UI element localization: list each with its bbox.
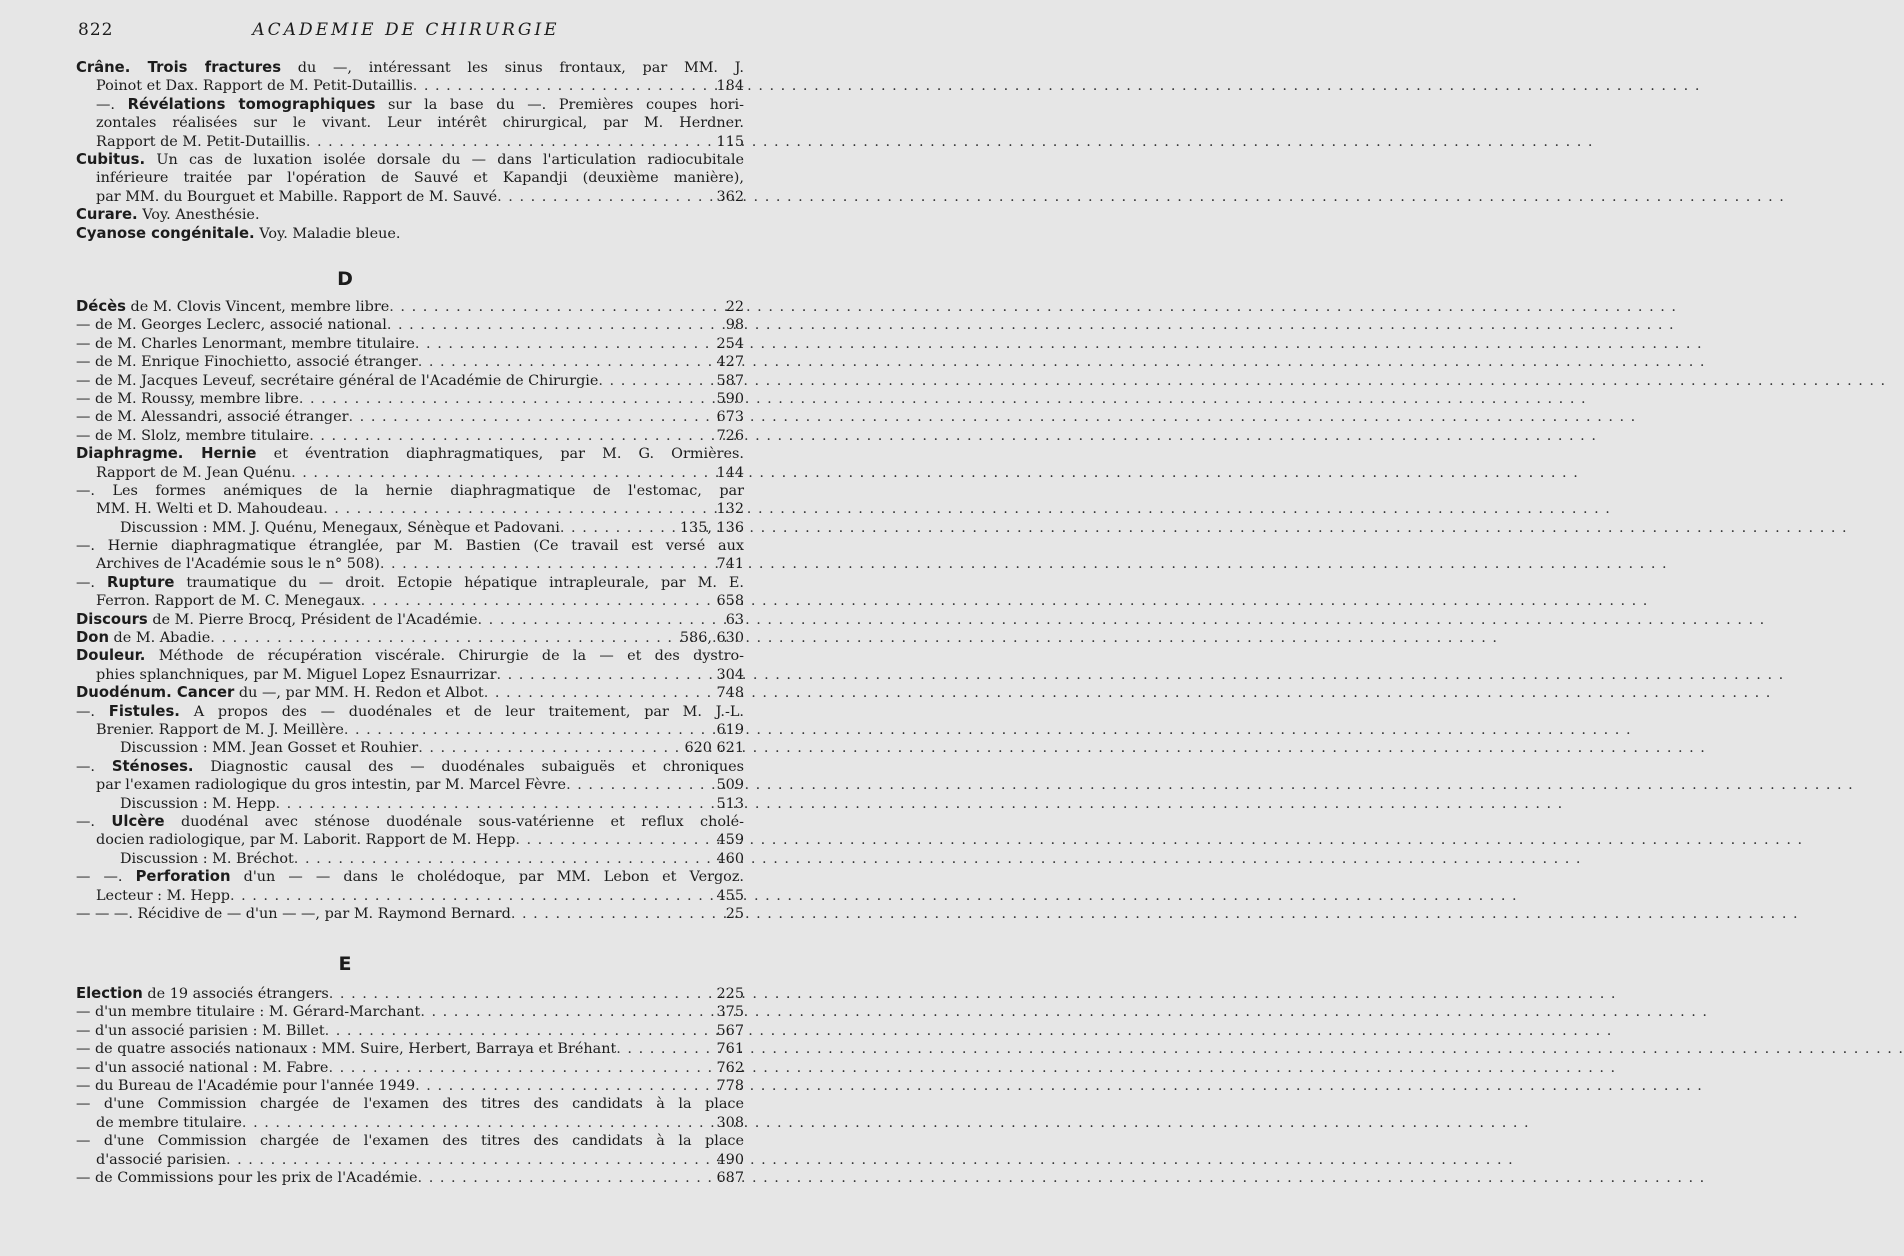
- dot-leader: [323, 500, 712, 518]
- entry-page-ref: 761: [716, 1041, 744, 1058]
- entry-page-ref: 25: [725, 905, 744, 922]
- index-section-e: [76, 985, 744, 1187]
- index-entry-line: [76, 133, 744, 151]
- index-section-d: [76, 298, 744, 923]
- entry-body: zontales réalisées sur le vivant. Leur intérêt chirurgical, par M. Herdner.: [96, 115, 744, 132]
- entry-page-ref: 184: [716, 78, 744, 95]
- entry-headword: Décès: [76, 298, 126, 315]
- entry-page-ref: 619: [716, 721, 744, 738]
- entry-headword: Cyanose congénitale.: [76, 224, 255, 242]
- entry-text: [76, 647, 744, 665]
- index-entry-line: [76, 1077, 744, 1095]
- entry-body: — d'une Commission chargée de l'examen des titres des candidats à la place: [76, 1096, 744, 1113]
- dot-leader: [560, 519, 676, 537]
- index-entry-line: [76, 574, 744, 592]
- dot-leader: [497, 188, 712, 206]
- dot-leader: [309, 427, 712, 445]
- entry-page-ref: 762: [716, 1059, 744, 1076]
- index-entry-line: [76, 188, 744, 206]
- entry-headword: Cubitus.: [76, 150, 146, 168]
- entry-body: — — —. Récidive de — d'un — —, par M. Raymond Bernard: [76, 905, 511, 922]
- index-entry-line: [76, 1095, 744, 1113]
- entry-text: [96, 1114, 242, 1132]
- entry-prefix: —.: [76, 758, 112, 775]
- entry-text: [76, 574, 744, 592]
- entry-text: [76, 758, 744, 776]
- entry-text: [76, 225, 400, 243]
- dot-leader: [329, 985, 713, 1003]
- index-entry-line: [76, 1003, 744, 1021]
- entry-body: — de M. Roussy, membre libre: [76, 390, 299, 407]
- entry-headword: Election: [76, 985, 143, 1002]
- entry-body: MM. H. Welti et D. Mahoudeau: [96, 501, 324, 518]
- entry-body: Voy. Anesthésie.: [137, 207, 260, 224]
- entry-headword: Ulcère: [111, 812, 165, 830]
- entry-text: [76, 316, 387, 334]
- index-entry-line: [76, 1132, 744, 1150]
- entry-body: — de M. Georges Leclerc, associé national: [76, 317, 387, 334]
- entry-body: — de M. Slolz, membre titulaire: [76, 427, 310, 444]
- index-entry-line: [76, 408, 744, 426]
- entry-page-ref: 427: [716, 354, 744, 371]
- index-section-c: [76, 59, 744, 243]
- entry-text: [76, 985, 329, 1003]
- index-entry-line: [76, 1059, 744, 1077]
- index-entry-line: [76, 390, 744, 408]
- index-entry-line: [76, 703, 744, 721]
- entry-text: [76, 1169, 418, 1187]
- dot-leader: [566, 776, 712, 794]
- entry-text: [96, 169, 744, 187]
- entry-body: de membre titulaire: [96, 1114, 242, 1131]
- entry-page-ref: 687: [716, 1169, 744, 1186]
- entry-page-ref: 726: [716, 427, 744, 444]
- entry-text: [96, 114, 744, 132]
- entry-text: [96, 500, 323, 518]
- entry-page-ref: 460: [716, 850, 744, 867]
- entry-body: Archives de l'Académie sous le n° 508): [96, 556, 380, 573]
- section-letter-e: E: [338, 953, 352, 975]
- index-entry-line: [76, 59, 744, 77]
- entry-text: [76, 335, 415, 353]
- entry-text: [96, 464, 291, 482]
- index-entry-line: [76, 758, 744, 776]
- entry-text: [76, 206, 260, 224]
- entry-body: A propos des — duodénales et de leur traitement, par M. J.-L.: [179, 703, 744, 720]
- entry-body: — d'une Commission chargée de l'examen des titres des candidats à la place: [76, 1133, 744, 1150]
- entry-body: Discussion : MM. J. Quénu, Menegaux, Sénèque et Padovani: [120, 519, 560, 536]
- entry-text: [76, 298, 389, 316]
- entry-text: [96, 776, 566, 794]
- entry-prefix: —.: [76, 703, 109, 720]
- entry-page-ref: 144: [716, 464, 744, 481]
- index-entry-line: [76, 776, 744, 794]
- entry-body: Diagnostic causal des — duodénales subaiguës et chroniques: [193, 758, 745, 775]
- dot-leader: [291, 464, 712, 482]
- entry-text: [76, 408, 349, 426]
- entry-body: — de M. Enrique Finochietto, associé étranger: [76, 354, 418, 371]
- entry-body: — d'un associé parisien : M. Billet: [76, 1022, 325, 1039]
- entry-body: sur la base du —. Premières coupes hori-: [375, 96, 744, 113]
- entry-text: [120, 795, 276, 813]
- index-entry-line: [76, 1169, 744, 1187]
- entry-body: Discussion : MM. Jean Gosset et Rouhier: [120, 740, 419, 757]
- entry-body: — de Commissions pour les prix de l'Académie: [76, 1169, 418, 1186]
- entry-page-ref: 778: [716, 1077, 744, 1094]
- dot-leader: [344, 721, 713, 739]
- entry-page-ref: 587: [716, 372, 744, 389]
- entry-page-ref: 567: [716, 1022, 744, 1039]
- entry-text: [76, 813, 744, 831]
- dot-leader: [325, 1022, 713, 1040]
- entry-headword: Rupture: [106, 573, 175, 591]
- dot-leader: [484, 684, 713, 702]
- index-entry-line: [76, 1151, 744, 1169]
- dot-leader: [478, 611, 722, 629]
- entry-prefix: —.: [96, 96, 128, 113]
- entry-body: Discussion : M. Bréchot: [120, 850, 294, 867]
- entry-text: [96, 721, 344, 739]
- entry-text: [96, 96, 744, 114]
- entry-text: [76, 703, 744, 721]
- entry-page-ref: 620 621: [684, 740, 744, 757]
- dot-leader: [306, 133, 713, 151]
- index-entry-line: [76, 482, 744, 500]
- entry-text: [96, 555, 380, 573]
- entry-body: phies splanchniques, par M. Miguel Lopez Esnaurrizar: [96, 666, 497, 683]
- index-entry-line: [76, 372, 744, 390]
- index-entry-line: [76, 813, 744, 831]
- entry-body: — de M. Charles Lenormant, membre titulaire: [76, 335, 415, 352]
- entry-body: de M. Clovis Vincent, membre libre: [125, 299, 390, 315]
- dot-leader: [515, 831, 712, 849]
- dot-leader: [415, 1077, 712, 1095]
- entry-page-ref: 304: [716, 666, 744, 683]
- index-page: [0, 0, 800, 1256]
- entry-headword: Curare.: [76, 206, 138, 224]
- index-entry-line: [76, 537, 744, 555]
- index-entry-line: [76, 519, 744, 537]
- entry-text: [76, 427, 309, 445]
- entry-text: [96, 887, 230, 905]
- entry-text: [120, 519, 560, 537]
- entry-body: Ferron. Rapport de M. C. Menegaux: [96, 593, 361, 610]
- entry-text: [76, 868, 744, 886]
- dot-leader: [497, 666, 713, 684]
- entry-text: [76, 905, 511, 923]
- entry-text: [76, 1077, 415, 1095]
- dot-leader: [328, 1059, 712, 1077]
- entry-body: — d'un membre titulaire : M. Gérard-Marchant: [76, 1004, 421, 1021]
- entry-body: Un cas de luxation isolée dorsale du — dans l'articulation radiocubitale: [145, 151, 744, 168]
- entry-text: [76, 537, 744, 555]
- entry-text: [96, 77, 413, 95]
- index-entry-line: [76, 647, 744, 665]
- entry-body: de M. Pierre Brocq, Président de l'Académie: [147, 611, 478, 628]
- entry-text: [120, 850, 294, 868]
- entry-body: Poinot et Dax. Rapport de M. Petit-Dutaillis: [96, 78, 413, 95]
- dot-leader: [294, 850, 713, 868]
- entry-text: [76, 482, 744, 500]
- entry-page-ref: 741: [716, 556, 744, 573]
- entry-page-ref: 459: [716, 832, 744, 849]
- entry-page-ref: 513: [716, 795, 744, 812]
- entry-body: du —, intéressant les sinus frontaux, par MM. J.: [281, 60, 744, 76]
- entry-headword: Discours: [76, 610, 148, 628]
- entry-body: —. Les formes anémiques de la hernie diaphragmatique de l'estomac, par: [76, 482, 744, 499]
- entry-text: [76, 59, 744, 77]
- entry-page-ref: 254: [716, 335, 744, 352]
- dot-leader: [413, 77, 713, 95]
- dot-leader: [418, 353, 713, 371]
- entry-body: —. Hernie diaphragmatique étranglée, par M. Bastien (Ce travail est versé aux: [76, 538, 744, 555]
- entry-body: — d'un associé national : M. Fabre: [76, 1059, 329, 1076]
- index-entry-line: [76, 611, 744, 629]
- entry-text: [76, 390, 299, 408]
- entry-headword: Diaphragme. Hernie: [76, 445, 257, 463]
- entry-page-ref: 509: [716, 777, 744, 794]
- entry-page-ref: 748: [716, 685, 744, 702]
- index-entry-line: [76, 868, 744, 886]
- index-entry-line: [76, 206, 744, 224]
- index-entry-line: [76, 831, 744, 849]
- index-entry-line: [76, 464, 744, 482]
- index-entry-line: [76, 1022, 744, 1040]
- entry-text: [76, 629, 210, 647]
- entry-text: [120, 739, 418, 757]
- entry-page-ref: 115: [716, 133, 744, 150]
- index-entry-line: [76, 298, 744, 316]
- index-entry-line: [76, 684, 744, 702]
- entry-body: inférieure traitée par l'opération de Sauvé et Kapandji (deuxième manière),: [96, 170, 744, 187]
- entry-prefix: — —.: [76, 869, 136, 886]
- entry-headword: Fistules.: [108, 702, 180, 720]
- index-entry-line: [76, 629, 744, 647]
- entry-body: duodénal avec sténose duodénale sous-vatérienne et reflux cholé-: [164, 813, 744, 830]
- entry-prefix: —.: [76, 574, 107, 591]
- index-entry-line: [76, 555, 744, 573]
- entry-body: Rapport de M. Petit-Dutaillis: [96, 133, 306, 150]
- index-entry-line: [76, 592, 744, 610]
- index-entry-line: [76, 225, 744, 243]
- entry-headword: Crâne. Trois fractures: [76, 59, 282, 76]
- entry-body: — de quatre associés nationaux : MM. Suire, Herbert, Barraya et Bréhant: [76, 1041, 617, 1058]
- entry-page-ref: 98: [725, 317, 744, 334]
- entry-page-ref: 63: [725, 611, 744, 628]
- entry-body: Voy. Maladie bleue.: [254, 225, 401, 242]
- entry-body: docien radiologique, par M. Laborit. Rapport de M. Hepp: [96, 832, 516, 849]
- index-entry-line: [76, 985, 744, 1003]
- section-letter-d: D: [337, 268, 353, 290]
- page-header: [76, 20, 736, 44]
- entry-page-ref: 658: [716, 593, 744, 610]
- dot-leader: [598, 372, 712, 390]
- index-entry-line: [76, 850, 744, 868]
- entry-body: Méthode de récupération viscérale. Chirurgie de la — et des dystro-: [145, 648, 744, 665]
- entry-page-ref: 455: [716, 887, 744, 904]
- dot-leader: [420, 1003, 712, 1021]
- entry-text: [96, 831, 515, 849]
- index-entry-line: [76, 721, 744, 739]
- dot-leader: [387, 316, 722, 334]
- entry-body: par MM. du Bourguet et Mabille. Rapport de M. Sauvé: [96, 188, 498, 205]
- index-entry-line: [76, 96, 744, 114]
- index-entry-line: [76, 77, 744, 95]
- index-entry-line: [76, 795, 744, 813]
- entry-headword: Perforation: [135, 868, 231, 886]
- index-entry-line: [76, 151, 744, 169]
- dot-leader: [389, 298, 721, 316]
- entry-body: du —, par MM. H. Redon et Albot: [234, 685, 484, 702]
- entry-headword: Révélations tomographiques: [127, 95, 376, 113]
- entry-page-ref: 135, 136: [679, 519, 744, 536]
- index-entry-line: [76, 739, 744, 757]
- entry-text: [76, 353, 418, 371]
- index-entry-line: [76, 427, 744, 445]
- entry-text: [76, 151, 744, 169]
- dot-leader: [380, 555, 713, 573]
- entry-text: [76, 1132, 744, 1150]
- entry-body: — du Bureau de l'Académie pour l'année 1949: [76, 1077, 416, 1094]
- entry-text: [76, 1095, 744, 1113]
- dot-leader: [415, 335, 713, 353]
- entry-body: traumatique du — droit. Ectopie hépatique intrapleurale, par M. E.: [174, 574, 744, 591]
- entry-page-ref: 673: [716, 409, 744, 426]
- entry-body: — de M. Jacques Leveuf, secrétaire général de l'Académie de Chirurgie: [76, 372, 599, 389]
- index-entry-line: [76, 353, 744, 371]
- index-entry-line: [76, 887, 744, 905]
- dot-leader: [210, 629, 676, 647]
- entry-body: d'associé parisien: [96, 1151, 226, 1168]
- dot-leader: [418, 1169, 713, 1187]
- entry-prefix: —.: [76, 813, 112, 830]
- dot-leader: [276, 795, 713, 813]
- index-entry-line: [76, 114, 744, 132]
- entry-headword: Sténoses.: [111, 757, 194, 775]
- entry-text: [96, 592, 361, 610]
- entry-headword: Douleur.: [76, 647, 146, 665]
- page-number: 822: [78, 20, 114, 40]
- entry-text: [76, 1003, 420, 1021]
- dot-leader: [230, 887, 713, 905]
- entry-text: [76, 1022, 325, 1040]
- dot-leader: [349, 408, 713, 426]
- entry-page-ref: 362: [716, 188, 744, 205]
- entry-page-ref: 225: [716, 986, 744, 1002]
- entry-body: Brenier. Rapport de M. J. Meillère: [96, 721, 344, 738]
- entry-body: et éventration diaphragmatiques, par M. G. Ormières.: [256, 446, 744, 463]
- dot-leader: [511, 905, 722, 923]
- entry-body: par l'examen radiologique du gros intestin, par M. Marcel Fèvre: [96, 777, 567, 794]
- entry-page-ref: 590: [716, 390, 744, 407]
- index-entry-line: [76, 169, 744, 187]
- entry-page-ref: 308: [716, 1114, 744, 1131]
- index-entry-line: [76, 1040, 744, 1058]
- dot-leader: [418, 739, 680, 757]
- entry-text: [96, 666, 497, 684]
- entry-text: [96, 133, 306, 151]
- entry-body: de M. Abadie: [108, 630, 211, 647]
- entry-text: [96, 1151, 226, 1169]
- entry-body: — de M. Alessandri, associé étranger: [76, 409, 349, 426]
- entry-body: de 19 associés étrangers: [142, 986, 329, 1002]
- index-entry-line: [76, 316, 744, 334]
- entry-text: [76, 372, 598, 390]
- entry-text: [76, 1059, 328, 1077]
- index-entry-line: [76, 666, 744, 684]
- entry-page-ref: 490: [716, 1151, 744, 1168]
- entry-page-ref: 586, 630: [679, 630, 744, 647]
- running-title: ACADEMIE DE CHIRURGIE: [252, 20, 560, 40]
- index-entry-line: [76, 335, 744, 353]
- index-entry-line: [76, 500, 744, 518]
- dot-leader: [361, 592, 713, 610]
- entry-page-ref: 22: [725, 299, 744, 315]
- dot-leader: [226, 1151, 713, 1169]
- entry-headword: Duodénum. Cancer: [76, 684, 235, 702]
- entry-text: [76, 445, 744, 463]
- dot-leader: [299, 390, 713, 408]
- entry-body: Discussion : M. Hepp: [120, 795, 276, 812]
- entry-text: [76, 1040, 616, 1058]
- index-entry-line: [76, 1114, 744, 1132]
- entry-page-ref: 132: [716, 501, 744, 518]
- entry-text: [76, 684, 484, 702]
- entry-text: [96, 188, 497, 206]
- entry-body: Lecteur : M. Hepp: [96, 887, 230, 904]
- entry-body: d'un — — dans le cholédoque, par MM. Lebon et Vergoz.: [230, 869, 744, 886]
- index-entry-line: [76, 905, 744, 923]
- entry-headword: Don: [76, 629, 109, 647]
- dot-leader: [616, 1040, 712, 1058]
- entry-text: [76, 611, 478, 629]
- index-entry-line: [76, 445, 744, 463]
- entry-body: Rapport de M. Jean Quénu: [96, 464, 292, 481]
- dot-leader: [242, 1114, 713, 1132]
- entry-page-ref: 375: [716, 1004, 744, 1021]
